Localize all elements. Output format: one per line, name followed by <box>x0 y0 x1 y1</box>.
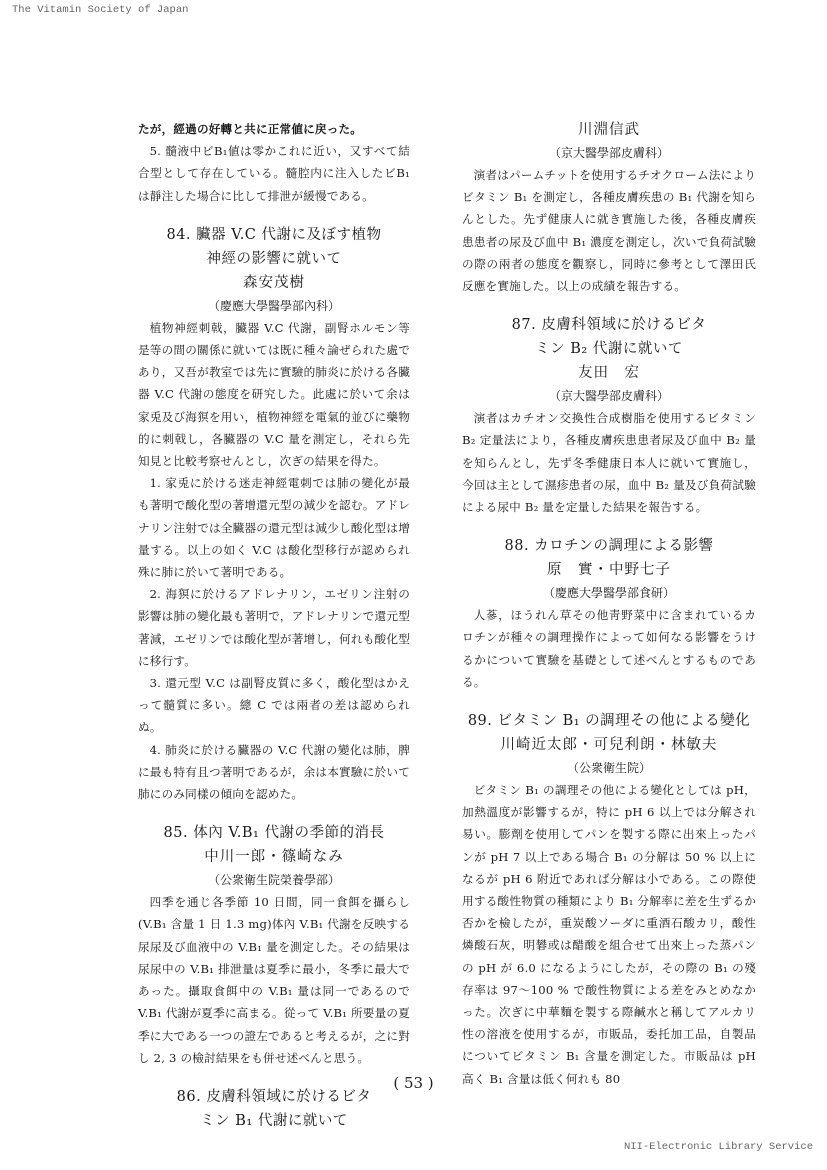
abstract-title-line: ミン B₁ 代謝に就いて <box>200 1112 348 1129</box>
abstract-paragraph: 2. 海猽に於けるアドレナリン，エゼリン注射の影響は肺の變化最も著明で，アドレナリンで還元型著減，エゼリンでは酸化型が著增し，何れも酸化型に移行す。 <box>138 587 410 668</box>
abstract-paragraph: 四季を通じ各季節 10 日間，同一食餌を攝らし(V.B₁ 含量 1 日 1.3 mg)体內 V.B₁ 代謝を反映する尿尿及び血液中の V.B₁ 量を測定した。その結果は尿尿中の V.B₁ 排泄量は夏季に最小，冬季に最大であった。攝取食餌中の V.B₁ 量は同一であるので V.B₁ 代謝が夏季に高まる。從って V.B₁ 所要量の夏季に大である一つの證左であると考えるが，之に對し 2, 3 の檢討結果をも併せ述べんと思う。 <box>138 895 410 1065</box>
abstract-authors: 中川一郎・篠崎なみ <box>204 849 344 866</box>
abstract-paragraph: ビタミン B₁ の調理その他による變化としては pH，加熱溫度が影響するが，特に pH 6 以上では分解され易い。膨劑を使用してパンを製する際に出來上ったパンが pH 7 以上である場合 B₁ の分解は 50 % 以上になるが pH 6 附近であれば分解は小である。この際使用する酸性物質の種類により B₁ 分解率に差を生ずるか否かを檢したが，重炭酸ソーダに重酒石酸カリ，酸性燐酸石灰，明礬或は醋酸を組合せて出來上った蒸パンの pH が 6.0 になるようにしたが，その際の B₁ の殘存率は 97〜100 % で酸性物質による差をみとめなかった。次ぎに中華麵を製する際鹹水と稱してアルカリ性の溶液を使用するが，市販品，委托加工品，自製品についてビタミン B₁ 含量を測定した。市販品は pH 高く B₁ 含量は低く何れも 80 <box>462 783 756 1086</box>
abstract-affiliation: （京大醫學部皮膚科） <box>548 146 669 160</box>
abstract-title-line: 86. 皮膚科領域に於けるビタ <box>176 1088 372 1105</box>
abstract-85 <box>138 821 410 1069</box>
abstract-affiliation: （公衆衛生院） <box>566 761 651 776</box>
continuation-paragraph: 5. 髓液中ビB₁値は零かこれに近い，又すべて結合型として存在している。髓腔内に注入したビB₁は靜注した場合に比して排泄が緩慢である。 <box>138 144 410 203</box>
abstract-affiliation: （京大醫學部皮膚科） <box>548 389 669 404</box>
abstract-87 <box>462 313 756 518</box>
abstract-paragraph: 演者はカチオン交換性合成樹脂を使用するビタミン B₂ 定量法により，各種皮膚疾患患者尿及び血中 B₂ 量を知らんとし，先ず冬季健康日本人に就いて實施し，今回は主として濕疹患者の尿，血中 B₂ 量及び負荷試驗による尿中 B₂ 量を定量した結果を報告する。 <box>462 411 756 515</box>
abstract-title-line: 87. 皮膚科領域に於けるビタ <box>511 317 707 334</box>
abstract-authors: 川崎近太郎・可兒利朗・林敏夫 <box>500 737 718 754</box>
library-service-footer: NII-Electronic Library Service <box>623 1141 813 1153</box>
abstract-paragraph: 人蔘，ほうれん草その他靑野菜中に含まれているカロチンが種々の調理操作によって如何なる影響をうけるかについて實驗を基礎として述べんとするものである。 <box>462 608 756 689</box>
abstract-86-continued <box>462 118 756 297</box>
abstract-paragraph: 演者はパームチットを使用するチオクローム法によりビタミン B₁ を測定し，各種皮膚疾患の B₁ 代謝を知らんとした。先ず健康人に就き實施した後，各種皮膚疾患患者の尿及び血中 B₁ 濃度を測定し，次いで負荷試驗の際の兩者の態度を觀察し，同時に參考として澤田氏反應を實施した。以上の成績を報告する。 <box>462 168 756 294</box>
page-number: ( 53 ) <box>393 1074 434 1092</box>
abstract-affiliation: （慶應大學醫學部內科） <box>207 298 340 313</box>
abstract-86 <box>138 1085 410 1133</box>
abstract-title-line: 89. ビタミン B₁ の調理その他による變化 <box>467 713 751 730</box>
abstract-authors: 森安茂樹 <box>243 274 305 291</box>
abstract-paragraph: 1. 家兎に於ける迷走神經電刺では肺の變化が最も著明で酸化型の著增還元型の減少を認む。アドレナリン注射では全臟器の還元型は減少し酸化型は增量する。以上の如く V.C は酸化型移行が認められ殊に肺に於いて著明である。 <box>138 476 410 580</box>
abstract-paragraph: 植物神經刺戟，臟器 V.C 代謝，副腎ホルモン等是等の間の關係に就いては既に種々論ぜられた處であり，又吾が教室では先に實驗的肺炎に於ける各臟器 V.C 代謝の態度を研究した。此處に於いて余は家兎及び海猽を用い，植物神經を電氣的並びに藥物的に刺戟し，各臟器の V.C 量を測定し，それら先知見と比較考察せんとし，次ぎの結果を得た。 <box>138 320 410 469</box>
journal-source-header: The Vitamin Society of Japan <box>12 4 189 16</box>
abstract-88 <box>462 534 756 693</box>
abstract-affiliation: （慶應大學醫學部食研） <box>542 586 675 601</box>
left-column <box>138 118 410 1133</box>
abstract-title-line: 85. 体內 V.B₁ 代謝の季節的消長 <box>163 825 385 842</box>
right-column <box>462 118 756 1090</box>
abstract-paragraph: 4. 肺炎に於ける臟器の V.C 代謝の變化は肺，脾に最も特有且つ著明であるが，余は本實驗に於いて肺にのみ同樣の傾向を認めた。 <box>138 742 410 802</box>
abstract-84 <box>138 223 410 805</box>
abstract-89 <box>462 709 756 1090</box>
abstract-affiliation: （公衆衛生院榮養學部） <box>207 873 340 888</box>
abstract-authors: 川淵信武 <box>578 122 640 138</box>
abstract-authors: 原 實・中野七子 <box>547 562 671 579</box>
abstract-authors: 友田 宏 <box>578 365 640 382</box>
abstract-title-line: 神經の影響に就いて <box>206 250 342 267</box>
abstract-title-line: 84. 臟器 V.C 代謝に及ぼす植物 <box>166 226 382 243</box>
abstract-title-line: ミン B₂ 代謝に就いて <box>535 341 683 358</box>
abstract-title-line: 88. カロチンの調理による影響 <box>504 538 714 555</box>
abstract-paragraph: 3. 還元型 V.C は副腎皮質に多く，酸化型はかえって髓質に多い。總 C では兩者の差は認められぬ。 <box>138 676 410 735</box>
continuation-line: たが，經過の好轉と共に正常値に戻った。 <box>138 122 363 136</box>
